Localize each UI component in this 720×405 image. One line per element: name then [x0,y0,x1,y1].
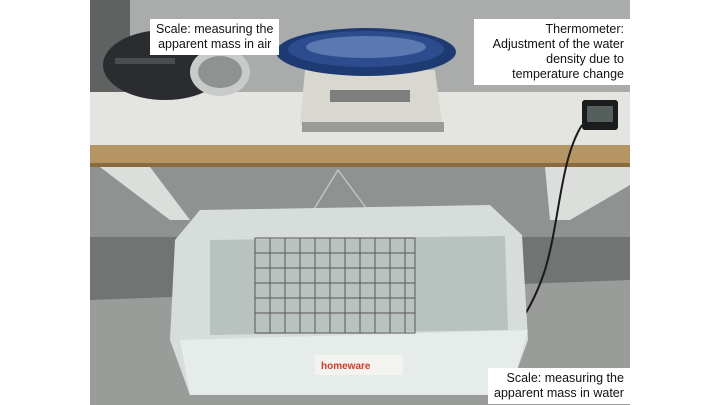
label-scale-water: Scale: measuring the apparent mass in water [488,368,630,404]
tub-brand-text: homeware [321,361,371,372]
top-scale-display [330,90,410,102]
label-thermometer: Thermometer: Adjustment of the water density due to temperature change [474,19,630,85]
label-scale-air: Scale: measuring the apparent mass in air [150,19,279,55]
